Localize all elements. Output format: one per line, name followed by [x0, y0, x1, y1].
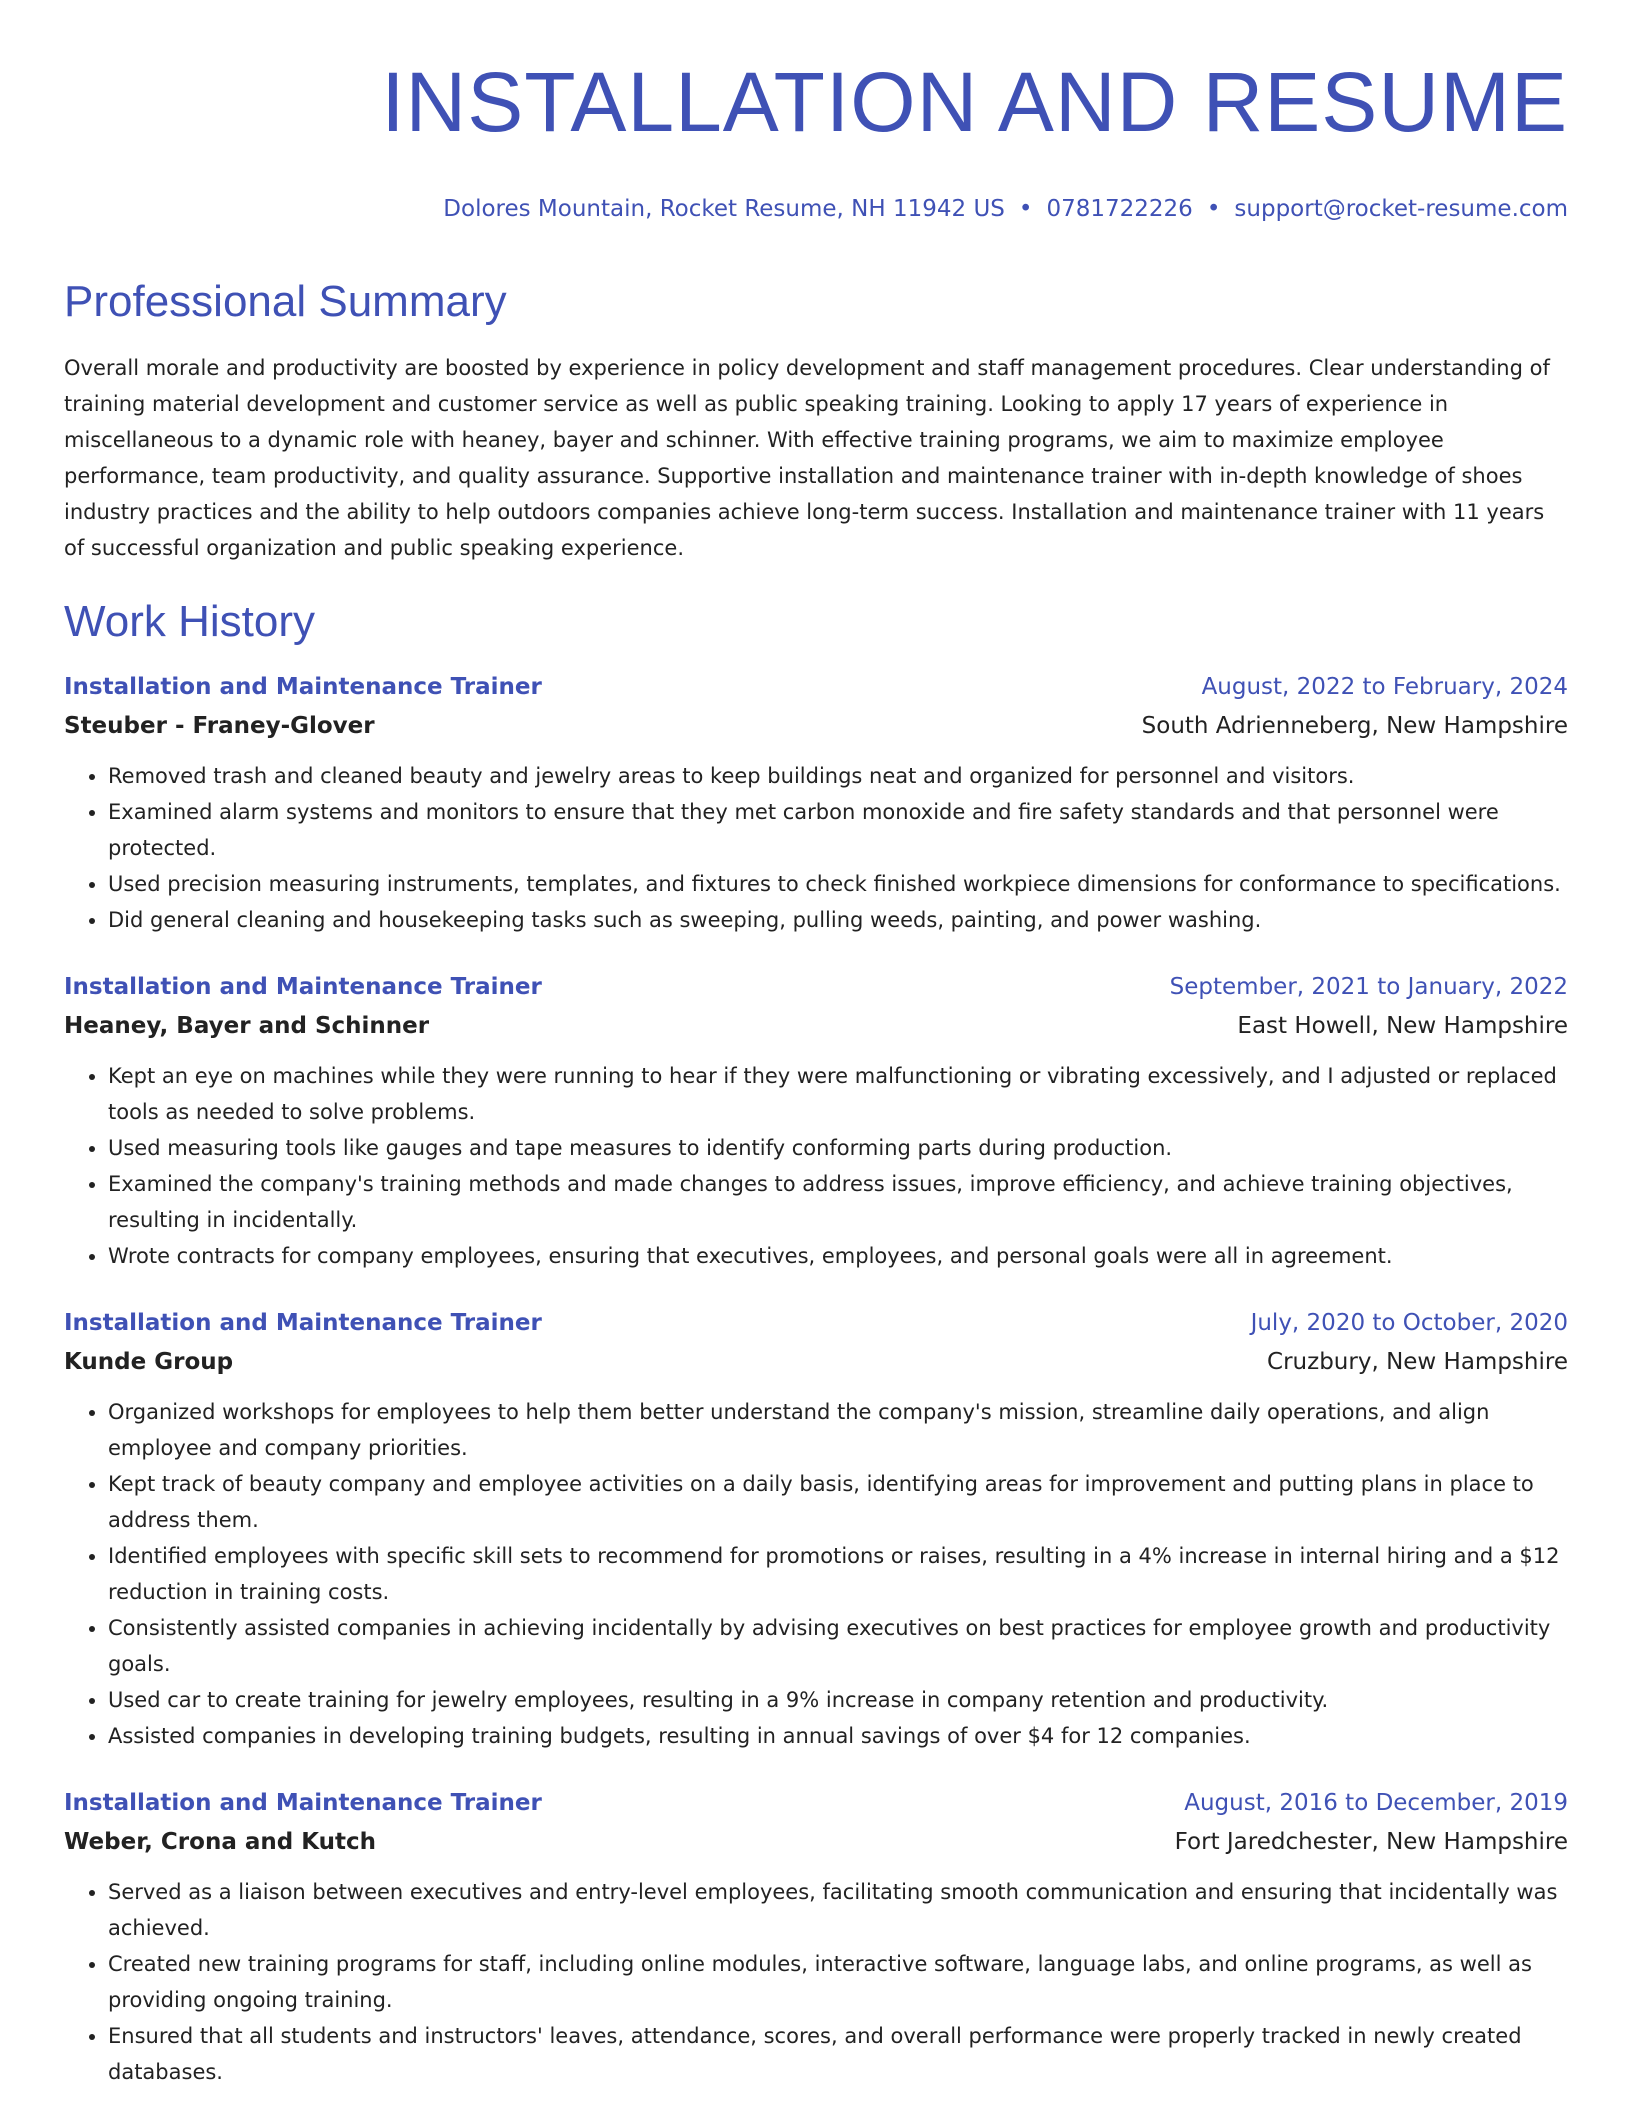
job-title: Installation and Maintenance Trainer	[64, 674, 542, 700]
contact-separator: •	[1018, 196, 1033, 222]
company-name: Steuber - Franey-Glover	[64, 713, 375, 739]
job-duties-list	[64, 1394, 1568, 1754]
job-duty: • Kept an eye on machines while they were running to hear if they were malfunctioning or vibrating excessively, and I adjusted or replaced tools as needed to solve problems.	[108, 1058, 1568, 1130]
job-duties-list	[64, 758, 1568, 938]
job-duty: • Created new training programs for staff, including online modules, interactive software, language labs, and online programs, as well as providing ongoing training.	[108, 1946, 1568, 2018]
job-duty: • Examined alarm systems and monitors to ensure that they met carbon monoxide and fire safety standards and that personnel were protected.	[108, 794, 1568, 866]
job-location: Cruzbury, New Hampshire	[1267, 1349, 1568, 1375]
company-name: Heaney, Bayer and Schinner	[64, 1013, 430, 1039]
job-duties-list	[64, 1874, 1568, 2090]
job-duty: • Used car to create training for jewelry employees, resulting in a 9% increase in company retention and productivity.	[108, 1682, 1568, 1718]
job-location: Fort Jaredchester, New Hampshire	[1174, 1829, 1568, 1855]
job-title: Installation and Maintenance Trainer	[64, 974, 542, 1000]
address: Dolores Mountain, Rocket Resume, NH 11942 US	[443, 196, 1005, 222]
professional-summary-text: Overall morale and productivity are boosted by experience in policy development and staff management procedures. Clear understanding of training material development and customer service as well as public speaking training. Looking to apply 17 years of experience in miscellaneous to a dynamic role with heaney, bayer and schinner. With effective training programs, we aim to maximize employee performance, team productivity, and quality assurance. Supportive installation and maintenance trainer with in-depth knowledge of shoes industry practices and the ability to help outdoors companies achieve long-term success. Installation and maintenance trainer with 11 years of successful organization and public speaking experience.	[64, 356, 1550, 560]
job-entry	[64, 1784, 1568, 2090]
job-dates: August, 2016 to December, 2019	[1184, 1790, 1568, 1816]
job-duty: • Used measuring tools like gauges and tape measures to identify conforming parts during production.	[108, 1130, 1568, 1166]
job-duty: • Served as a liaison between executives and entry-level employees, facilitating smooth communication and ensuring that incidentally was achieved.	[108, 1874, 1568, 1946]
job-entry	[64, 968, 1568, 1274]
job-title: Installation and Maintenance Trainer	[64, 1790, 542, 1816]
job-entry	[64, 668, 1568, 938]
job-entry	[64, 1304, 1568, 1754]
work-history-heading: Work History	[64, 597, 315, 646]
job-duty: • Identified employees with specific skill sets to recommend for promotions or raises, resulting in a 4% increase in internal hiring and a $12 reduction in training costs.	[108, 1538, 1568, 1610]
email-address: support@rocket-resume.com	[1234, 196, 1568, 222]
job-duty: • Examined the company's training methods and made changes to address issues, improve efficiency, and achieve training objectives, resulting in incidentally.	[108, 1166, 1568, 1238]
job-duty: • Assisted companies in developing training budgets, resulting in annual savings of over $4 for 12 companies.	[108, 1718, 1568, 1754]
professional-summary-heading: Professional Summary	[64, 277, 507, 326]
job-duties-list	[64, 1058, 1568, 1274]
company-name: Weber, Crona and Kutch	[64, 1829, 377, 1855]
contact-line	[64, 194, 1568, 224]
job-dates: August, 2022 to February, 2024	[1201, 674, 1568, 700]
job-duty: • Consistently assisted companies in achieving incidentally by advising executives on best practices for employee growth and productivity goals.	[108, 1610, 1568, 1682]
job-dates: September, 2021 to January, 2022	[1169, 974, 1568, 1000]
phone-number: 0781722226	[1046, 196, 1193, 222]
job-dates: July, 2020 to October, 2020	[1250, 1310, 1568, 1336]
company-name: Kunde Group	[64, 1349, 234, 1375]
resume-title: INSTALLATION AND RESUME	[381, 55, 1568, 149]
job-location: South Adrienneberg, New Hampshire	[1141, 713, 1568, 739]
job-duty: • Wrote contracts for company employees, ensuring that executives, employees, and personal goals were all in agreement.	[108, 1238, 1568, 1274]
job-duty: • Did general cleaning and housekeeping tasks such as sweeping, pulling weeds, painting, and power washing.	[108, 902, 1568, 938]
job-location: East Howell, New Hampshire	[1237, 1013, 1568, 1039]
job-duty: • Kept track of beauty company and employee activities on a daily basis, identifying areas for improvement and putting plans in place to address them.	[108, 1466, 1568, 1538]
job-duty: • Ensured that all students and instructors' leaves, attendance, scores, and overall performance were properly tracked in newly created databases.	[108, 2018, 1568, 2090]
job-duty: • Organized workshops for employees to help them better understand the company's mission, streamline daily operations, and align employee and company priorities.	[108, 1394, 1568, 1466]
job-duty: • Removed trash and cleaned beauty and jewelry areas to keep buildings neat and organized for personnel and visitors.	[108, 758, 1568, 794]
job-title: Installation and Maintenance Trainer	[64, 1310, 542, 1336]
job-duty: • Used precision measuring instruments, templates, and fixtures to check finished workpiece dimensions for conformance to specifications.	[108, 866, 1568, 902]
contact-separator: •	[1206, 196, 1221, 222]
